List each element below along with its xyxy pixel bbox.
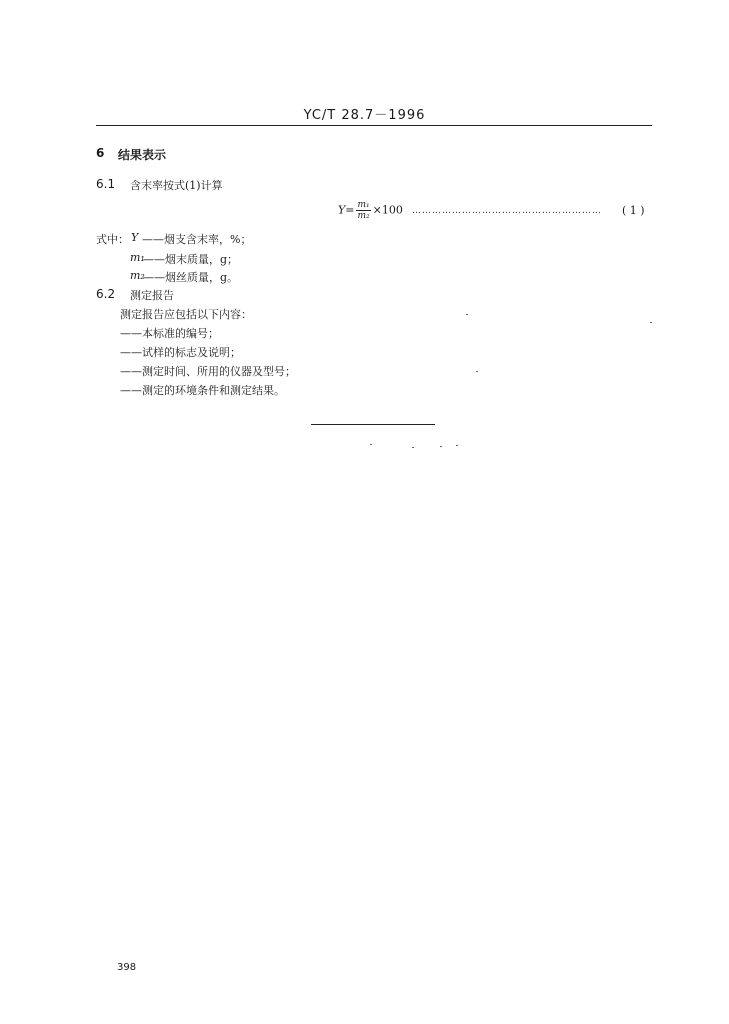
header-rule [96,125,652,126]
section-6-title: 结果表示 [118,148,167,162]
scan-speck [370,444,372,445]
var-m2-symbol: m₂ [130,269,145,282]
section-6-2-title: 测定报告 [130,289,174,302]
report-item-2: ——试样的标志及说明； [120,346,241,359]
section-6-1-number: 6.1 [96,177,116,191]
formula-fraction [356,200,370,221]
formula-lhs: Y= [338,203,355,217]
report-intro: 测定报告应包括以下内容： [120,308,252,321]
scan-speck [650,322,652,323]
var-y-symbol: Y [131,231,139,244]
var-m1-symbol: m₁ [130,251,145,264]
var-y-desc: ——烟支含末率，%； [142,233,252,246]
report-item-4: ——测定的环境条件和测定结果。 [120,384,285,397]
var-m1-desc: ——烟末质量，g； [143,253,239,266]
report-item-1: ——本标准的编号； [120,327,219,340]
formula-denominator: m₂ [357,211,370,221]
formula-multiplier: ×100 [372,203,403,217]
scan-speck [476,371,478,372]
section-6-number: 6 [96,146,105,160]
scan-speck [456,445,458,446]
scan-speck [412,447,414,448]
section-6-2-number: 6.2 [96,287,116,301]
var-m2-desc: ——烟丝质量，g。 [143,271,239,284]
formula-numerator: m₁ [357,200,370,210]
where-label: 式中： [96,233,129,246]
standard-code-header: YC/T 28.7－1996 [303,108,426,123]
section-6-1-text: 含末率按式(1)计算 [130,179,223,192]
formula-equation-number: ( 1 ) [622,204,645,217]
report-item-3: ——测定时间、所用的仪器及型号； [120,365,296,378]
scan-speck [440,446,442,447]
page-number: 398 [117,962,137,973]
formula-1 [338,200,403,221]
formula-leader-dots: ………………………………………………… [412,206,602,216]
end-of-standard-rule [311,424,435,425]
scan-speck [466,314,468,315]
